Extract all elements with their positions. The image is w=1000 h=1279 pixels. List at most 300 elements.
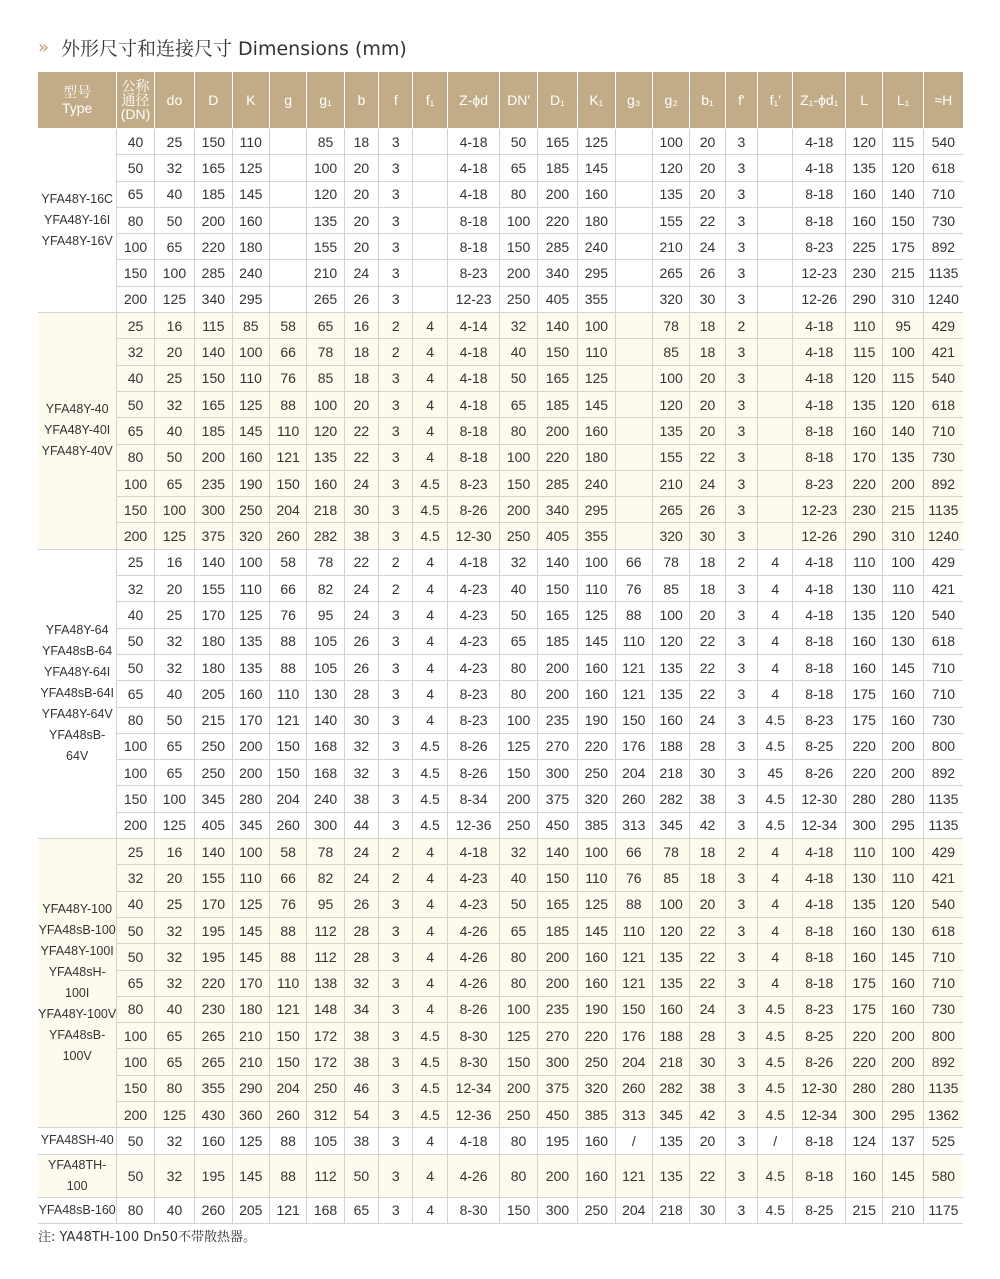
table-cell: 240 — [578, 470, 615, 496]
table-cell: 145 — [883, 654, 923, 680]
table-cell: 200 — [117, 1101, 154, 1127]
table-cell: 375 — [537, 1075, 577, 1101]
table-cell — [615, 286, 652, 312]
table-cell: 32 — [154, 1154, 194, 1197]
column-header: Z-ϕd — [447, 72, 500, 129]
table-cell: 210 — [232, 1049, 269, 1075]
table-cell: 618 — [923, 628, 963, 654]
table-cell: 282 — [652, 786, 689, 812]
table-cell: 3 — [725, 391, 757, 417]
table-cell: 175 — [846, 681, 883, 707]
table-cell: 3 — [379, 996, 413, 1022]
table-cell: 250 — [500, 812, 537, 838]
table-cell: 421 — [923, 576, 963, 602]
table-cell: 32 — [500, 839, 537, 865]
table-cell: 4 — [758, 549, 793, 575]
table-cell: 120 — [652, 917, 689, 943]
table-cell: 160 — [846, 628, 883, 654]
table-cell: 140 — [195, 839, 232, 865]
table-cell: 150 — [117, 1075, 154, 1101]
table-cell: 32 — [500, 313, 537, 339]
table-cell: 8-26 — [793, 760, 846, 786]
table-cell: 3 — [725, 760, 757, 786]
table-cell: 110 — [615, 628, 652, 654]
table-cell: 4 — [413, 602, 447, 628]
table-cell: 40 — [154, 1197, 194, 1223]
table-cell: 20 — [690, 1128, 725, 1154]
table-cell: 20 — [690, 418, 725, 444]
table-cell: 88 — [269, 628, 306, 654]
table-cell: 38 — [344, 1049, 378, 1075]
table-cell: 175 — [846, 970, 883, 996]
table-cell: 8-18 — [793, 418, 846, 444]
table-cell: 18 — [690, 865, 725, 891]
table-cell: 50 — [117, 155, 154, 181]
column-header: ≈H — [923, 72, 963, 129]
table-cell: 110 — [232, 365, 269, 391]
table-cell: 295 — [883, 812, 923, 838]
table-cell: 4 — [413, 891, 447, 917]
table-cell: 345 — [195, 786, 232, 812]
table-cell: 215 — [883, 260, 923, 286]
table-cell: 280 — [846, 1075, 883, 1101]
table-cell — [758, 260, 793, 286]
table-cell: 204 — [269, 1075, 306, 1101]
table-cell: 220 — [537, 207, 577, 233]
table-cell: 265 — [195, 1023, 232, 1049]
table-cell: 150 — [195, 365, 232, 391]
table-cell: 150 — [537, 339, 577, 365]
table-cell: 4 — [413, 944, 447, 970]
table-cell: 295 — [232, 286, 269, 312]
table-cell: 28 — [344, 944, 378, 970]
table-cell: 4.5 — [758, 1101, 793, 1127]
table-cell: 40 — [154, 681, 194, 707]
table-cell: 230 — [846, 497, 883, 523]
table-cell: 38 — [344, 1023, 378, 1049]
table-cell: 800 — [923, 1023, 963, 1049]
table-cell: 85 — [652, 339, 689, 365]
table-cell: 120 — [883, 391, 923, 417]
table-cell: 34 — [344, 996, 378, 1022]
table-cell: 50 — [117, 628, 154, 654]
table-cell — [413, 286, 447, 312]
table-cell — [615, 234, 652, 260]
table-cell: 8-23 — [447, 260, 500, 286]
table-cell: 24 — [690, 470, 725, 496]
table-cell: 200 — [195, 207, 232, 233]
table-cell: 4 — [758, 681, 793, 707]
table-cell: 145 — [232, 944, 269, 970]
table-cell: 4 — [413, 681, 447, 707]
table-cell: 150 — [615, 707, 652, 733]
table-cell: 3 — [379, 786, 413, 812]
table-cell: 125 — [232, 602, 269, 628]
table-cell: 105 — [307, 1128, 344, 1154]
table-cell: 3 — [379, 760, 413, 786]
table-cell: 3 — [379, 155, 413, 181]
table-cell: 4.5 — [413, 786, 447, 812]
table-cell: 200 — [117, 523, 154, 549]
table-cell: 40 — [154, 181, 194, 207]
table-cell: 429 — [923, 839, 963, 865]
table-cell: 145 — [578, 391, 615, 417]
table-cell: 100 — [307, 155, 344, 181]
table-cell: 66 — [269, 865, 306, 891]
table-cell: 32 — [154, 944, 194, 970]
table-cell: 22 — [690, 944, 725, 970]
table-cell: 145 — [232, 181, 269, 207]
table-row — [38, 839, 963, 865]
table-cell: 30 — [344, 497, 378, 523]
table-cell: 18 — [344, 129, 378, 155]
table-row — [38, 1128, 963, 1154]
table-cell: 78 — [307, 339, 344, 365]
table-cell: 172 — [307, 1023, 344, 1049]
table-cell: 4 — [413, 365, 447, 391]
table-cell: 24 — [344, 865, 378, 891]
table-cell: 160 — [846, 181, 883, 207]
table-cell: 30 — [690, 760, 725, 786]
table-cell: 4.5 — [758, 1197, 793, 1223]
table-cell: 260 — [269, 812, 306, 838]
table-cell: 4 — [758, 970, 793, 996]
table-row — [38, 1075, 963, 1101]
table-cell: 3 — [725, 681, 757, 707]
table-cell: 20 — [690, 602, 725, 628]
table-cell: 95 — [883, 313, 923, 339]
table-cell: 3 — [379, 286, 413, 312]
table-cell: 140 — [195, 549, 232, 575]
table-cell: 385 — [578, 1101, 615, 1127]
table-cell: 4-18 — [793, 155, 846, 181]
table-cell: 100 — [500, 996, 537, 1022]
table-cell: 540 — [923, 891, 963, 917]
table-cell: 80 — [500, 654, 537, 680]
table-cell: 80 — [154, 1075, 194, 1101]
table-cell: 8-18 — [793, 944, 846, 970]
table-cell: 205 — [232, 1197, 269, 1223]
table-cell: 110 — [232, 865, 269, 891]
table-cell: 20 — [690, 365, 725, 391]
table-cell: 4-26 — [447, 970, 500, 996]
table-row — [38, 497, 963, 523]
table-cell: 150 — [883, 207, 923, 233]
table-cell: 95 — [307, 602, 344, 628]
table-cell — [269, 286, 306, 312]
table-cell: 300 — [195, 497, 232, 523]
table-row — [38, 286, 963, 312]
table-row — [38, 260, 963, 286]
table-cell: 730 — [923, 996, 963, 1022]
table-cell: 4 — [413, 444, 447, 470]
table-cell: 3 — [725, 654, 757, 680]
table-cell: 32 — [344, 760, 378, 786]
table-cell: 235 — [537, 996, 577, 1022]
table-cell: 3 — [379, 707, 413, 733]
table-cell: 50 — [500, 602, 537, 628]
table-cell: 20 — [154, 576, 194, 602]
table-cell: 65 — [154, 470, 194, 496]
table-cell: 100 — [154, 260, 194, 286]
table-cell: 4.5 — [758, 786, 793, 812]
table-cell: 30 — [344, 707, 378, 733]
table-cell: 100 — [652, 365, 689, 391]
table-cell: 38 — [344, 786, 378, 812]
table-cell: 58 — [269, 549, 306, 575]
table-cell: 1240 — [923, 286, 963, 312]
table-row — [38, 470, 963, 496]
table-cell: 4-18 — [793, 313, 846, 339]
table-cell: 3 — [379, 1023, 413, 1049]
table-cell: 85 — [652, 865, 689, 891]
table-cell: 50 — [344, 1154, 378, 1197]
table-cell: 290 — [846, 523, 883, 549]
table-cell: 4.5 — [758, 996, 793, 1022]
table-cell: 3 — [725, 970, 757, 996]
table-row — [38, 549, 963, 575]
table-cell: 4 — [413, 339, 447, 365]
table-cell: 540 — [923, 129, 963, 155]
table-cell: 3 — [379, 733, 413, 759]
table-cell: 200 — [117, 812, 154, 838]
column-header: g₂ — [652, 72, 689, 129]
table-cell: 8-30 — [447, 1023, 500, 1049]
table-cell: 150 — [500, 234, 537, 260]
table-cell: 88 — [269, 1128, 306, 1154]
table-cell: 110 — [269, 418, 306, 444]
table-cell: 110 — [846, 549, 883, 575]
table-cell: 125 — [232, 155, 269, 181]
table-cell: 22 — [344, 444, 378, 470]
table-cell: 4 — [413, 839, 447, 865]
table-cell: 1175 — [923, 1197, 963, 1223]
table-row — [38, 707, 963, 733]
table-cell: 4-18 — [793, 891, 846, 917]
table-cell: 105 — [307, 654, 344, 680]
table-cell — [269, 207, 306, 233]
column-header: 型号 Type — [38, 72, 117, 129]
table-cell — [413, 207, 447, 233]
table-cell: 4-18 — [793, 865, 846, 891]
table-cell: 185 — [537, 391, 577, 417]
table-cell: 40 — [500, 865, 537, 891]
table-cell: 265 — [652, 260, 689, 286]
table-cell: 220 — [195, 970, 232, 996]
table-cell: 800 — [923, 733, 963, 759]
table-cell: 140 — [537, 313, 577, 339]
table-cell — [269, 181, 306, 207]
table-cell: 65 — [500, 628, 537, 654]
table-cell: 3 — [725, 1075, 757, 1101]
table-cell: 4-23 — [447, 602, 500, 628]
table-cell: 155 — [195, 865, 232, 891]
table-cell: 4.5 — [758, 707, 793, 733]
table-cell: 100 — [652, 891, 689, 917]
table-cell: 135 — [846, 602, 883, 628]
table-cell: 3 — [725, 1101, 757, 1127]
table-cell: 150 — [269, 1023, 306, 1049]
table-row — [38, 996, 963, 1022]
table-row — [38, 917, 963, 943]
table-row — [38, 865, 963, 891]
table-cell: 135 — [846, 891, 883, 917]
table-cell: 176 — [615, 1023, 652, 1049]
table-cell: 450 — [537, 812, 577, 838]
table-cell: 3 — [379, 1128, 413, 1154]
table-cell: 22 — [690, 654, 725, 680]
table-cell: 200 — [883, 760, 923, 786]
table-cell: 22 — [344, 549, 378, 575]
table-cell: 32 — [500, 549, 537, 575]
table-cell: 618 — [923, 917, 963, 943]
table-cell: 20 — [690, 891, 725, 917]
table-cell: 250 — [500, 286, 537, 312]
table-cell: 3 — [725, 1049, 757, 1075]
table-cell — [758, 339, 793, 365]
table-cell: 88 — [615, 602, 652, 628]
table-row — [38, 339, 963, 365]
table-cell: 8-25 — [793, 1023, 846, 1049]
table-cell: 58 — [269, 313, 306, 339]
table-cell: 4 — [758, 944, 793, 970]
table-cell: 730 — [923, 207, 963, 233]
table-cell: 185 — [195, 181, 232, 207]
table-cell: 160 — [578, 681, 615, 707]
table-cell: 65 — [117, 681, 154, 707]
table-cell: 135 — [652, 654, 689, 680]
table-cell: 138 — [307, 970, 344, 996]
table-cell: 168 — [307, 760, 344, 786]
table-cell: 25 — [154, 602, 194, 628]
table-cell: 145 — [232, 418, 269, 444]
table-cell: 1240 — [923, 523, 963, 549]
table-cell: 313 — [615, 1101, 652, 1127]
table-cell: 135 — [652, 970, 689, 996]
table-cell: 165 — [195, 155, 232, 181]
table-cell: 26 — [344, 628, 378, 654]
table-cell: 150 — [117, 497, 154, 523]
table-cell: 110 — [269, 681, 306, 707]
table-cell: 25 — [117, 549, 154, 575]
table-cell: 18 — [690, 549, 725, 575]
table-cell: 4 — [413, 917, 447, 943]
table-cell: 2 — [379, 549, 413, 575]
table-cell: 135 — [883, 444, 923, 470]
table-cell: 1135 — [923, 497, 963, 523]
table-cell: 85 — [307, 365, 344, 391]
table-cell: 4-18 — [793, 391, 846, 417]
table-cell — [615, 418, 652, 444]
table-cell — [413, 260, 447, 286]
table-cell: 250 — [307, 1075, 344, 1101]
table-cell: 40 — [154, 418, 194, 444]
table-cell — [615, 207, 652, 233]
table-cell: 4 — [413, 549, 447, 575]
table-cell — [615, 391, 652, 417]
table-cell: 300 — [537, 1197, 577, 1223]
table-cell: 3 — [725, 234, 757, 260]
table-cell: 204 — [615, 1197, 652, 1223]
table-cell: 3 — [379, 1075, 413, 1101]
table-row — [38, 760, 963, 786]
table-cell: 150 — [269, 1049, 306, 1075]
table-cell: 160 — [846, 654, 883, 680]
table-cell: 3 — [379, 628, 413, 654]
table-cell: 115 — [195, 313, 232, 339]
model-type-cell: YFA48SH-40 — [38, 1128, 117, 1154]
table-cell: 168 — [307, 733, 344, 759]
table-cell: 4.5 — [758, 1023, 793, 1049]
table-cell: 210 — [232, 1023, 269, 1049]
table-cell: 165 — [537, 602, 577, 628]
table-cell: 40 — [500, 339, 537, 365]
table-cell: 200 — [537, 970, 577, 996]
table-cell: 121 — [269, 707, 306, 733]
table-cell: 710 — [923, 681, 963, 707]
table-cell: 8-18 — [447, 418, 500, 444]
table-cell: 3 — [725, 786, 757, 812]
table-cell: 235 — [537, 707, 577, 733]
table-cell: 8-30 — [447, 1197, 500, 1223]
table-cell: 40 — [500, 576, 537, 602]
table-cell — [615, 470, 652, 496]
table-cell: 175 — [883, 234, 923, 260]
table-cell: 4 — [413, 996, 447, 1022]
table-cell: 300 — [846, 1101, 883, 1127]
table-cell: 88 — [269, 1154, 306, 1197]
table-cell: 8-23 — [447, 470, 500, 496]
table-cell: 105 — [307, 628, 344, 654]
table-cell: 282 — [307, 523, 344, 549]
table-cell — [615, 155, 652, 181]
table-cell: 32 — [344, 970, 378, 996]
column-header: D — [195, 72, 232, 129]
table-cell: 310 — [883, 523, 923, 549]
column-header: D₁ — [537, 72, 577, 129]
table-cell: 190 — [232, 470, 269, 496]
table-cell: 3 — [379, 444, 413, 470]
table-cell: 148 — [307, 996, 344, 1022]
table-cell: 218 — [652, 1197, 689, 1223]
table-cell: 2 — [379, 339, 413, 365]
table-cell: 4 — [413, 1154, 447, 1197]
table-cell: 3 — [725, 1197, 757, 1223]
table-cell: 160 — [883, 707, 923, 733]
table-cell: 405 — [537, 523, 577, 549]
table-cell: 220 — [846, 733, 883, 759]
table-cell: 1362 — [923, 1101, 963, 1127]
table-cell: 220 — [846, 470, 883, 496]
table-cell: 22 — [690, 444, 725, 470]
table-cell: 176 — [615, 733, 652, 759]
table-cell: 124 — [846, 1128, 883, 1154]
table-cell: 4 — [413, 313, 447, 339]
table-cell — [758, 497, 793, 523]
table-cell: 95 — [307, 891, 344, 917]
table-cell: 8-23 — [793, 470, 846, 496]
table-cell: 218 — [307, 497, 344, 523]
table-cell: 80 — [500, 418, 537, 444]
table-cell: 8-18 — [793, 970, 846, 996]
table-row — [38, 418, 963, 444]
table-cell: 22 — [690, 917, 725, 943]
table-cell: 76 — [615, 576, 652, 602]
table-cell: 42 — [690, 812, 725, 838]
table-cell: 100 — [117, 733, 154, 759]
table-cell: 125 — [500, 1023, 537, 1049]
table-cell: 145 — [578, 917, 615, 943]
